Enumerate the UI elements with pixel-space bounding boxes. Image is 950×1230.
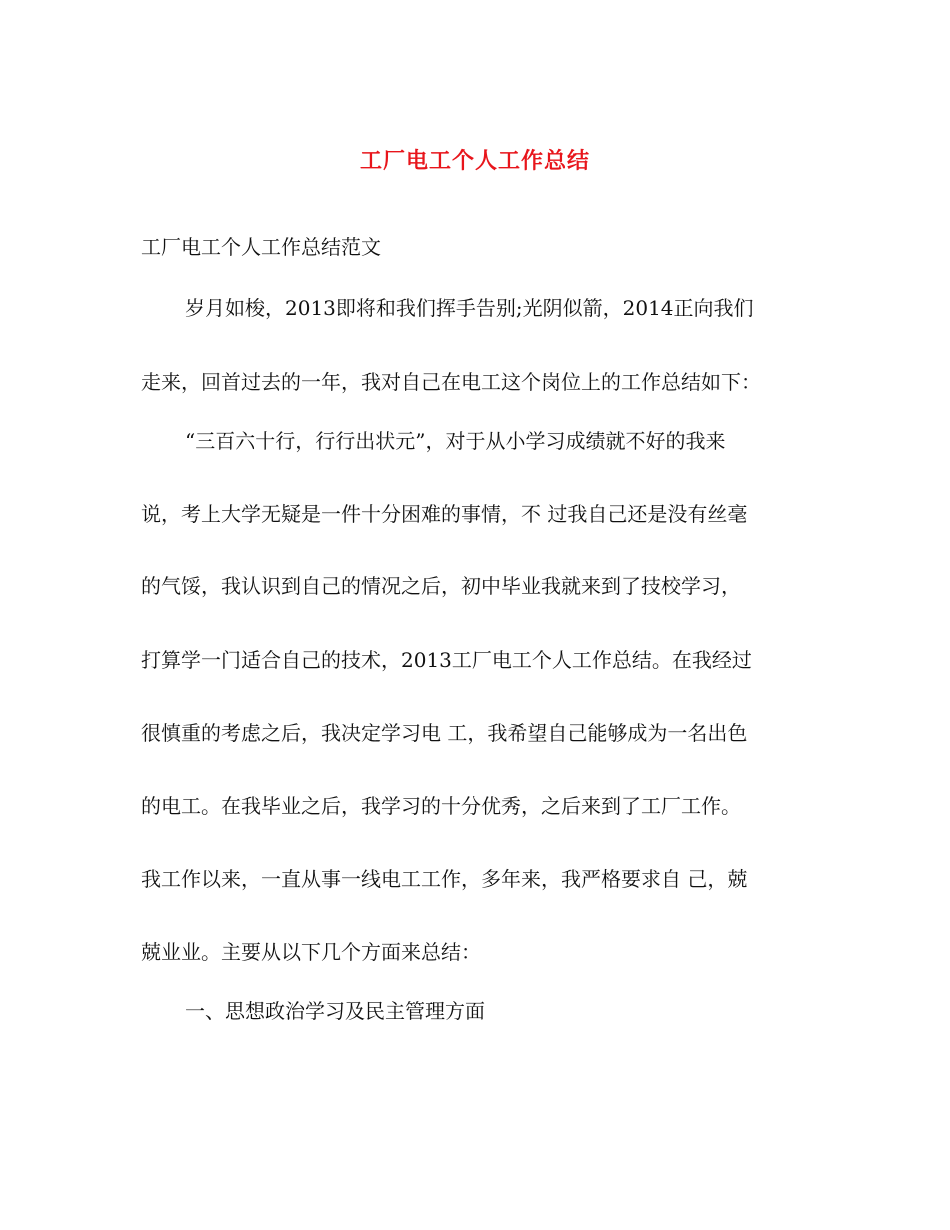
paragraph-line: 的气馁，我认识到自己的情况之后，初中毕业我就来到了技校学习， [141, 574, 741, 598]
document-title: 工厂电工个人工作总结 [359, 149, 590, 174]
paragraph-line: 走来，回首过去的一年，我对自己在电工这个岗位上的工作总结如下： [141, 370, 761, 394]
paragraph-line: 打算学一门适合自己的技术，2013工厂电工个人工作总结。在我经过 [141, 648, 752, 672]
paragraph-line: “三百六十行，行行出状元”，对于从小学习成绩就不好的我来 [185, 429, 726, 453]
paragraph-line: 我工作以来，一直从事一线电工工作，多年来，我严格要求自 己，兢 [141, 867, 748, 891]
paragraph-line: 兢业业。主要从以下几个方面来总结： [141, 940, 481, 964]
paragraph-line: 很慎重的考虑之后，我决定学习电 工，我希望自己能够成为一名出色 [141, 721, 748, 745]
paragraph-line: 岁月如梭，2013即将和我们挥手告别;光阴似箭，2014正向我们 [185, 296, 754, 320]
section-heading: 一、思想政治学习及民主管理方面 [185, 999, 485, 1023]
paragraph-line: 的电工。在我毕业之后，我学习的十分优秀，之后来到了工厂工作。 [141, 794, 741, 818]
paragraph-line: 说，考上大学无疑是一件十分困难的事情，不 过我自己还是没有丝毫 [141, 502, 748, 526]
document-subtitle: 工厂电工个人工作总结范文 [141, 235, 381, 259]
